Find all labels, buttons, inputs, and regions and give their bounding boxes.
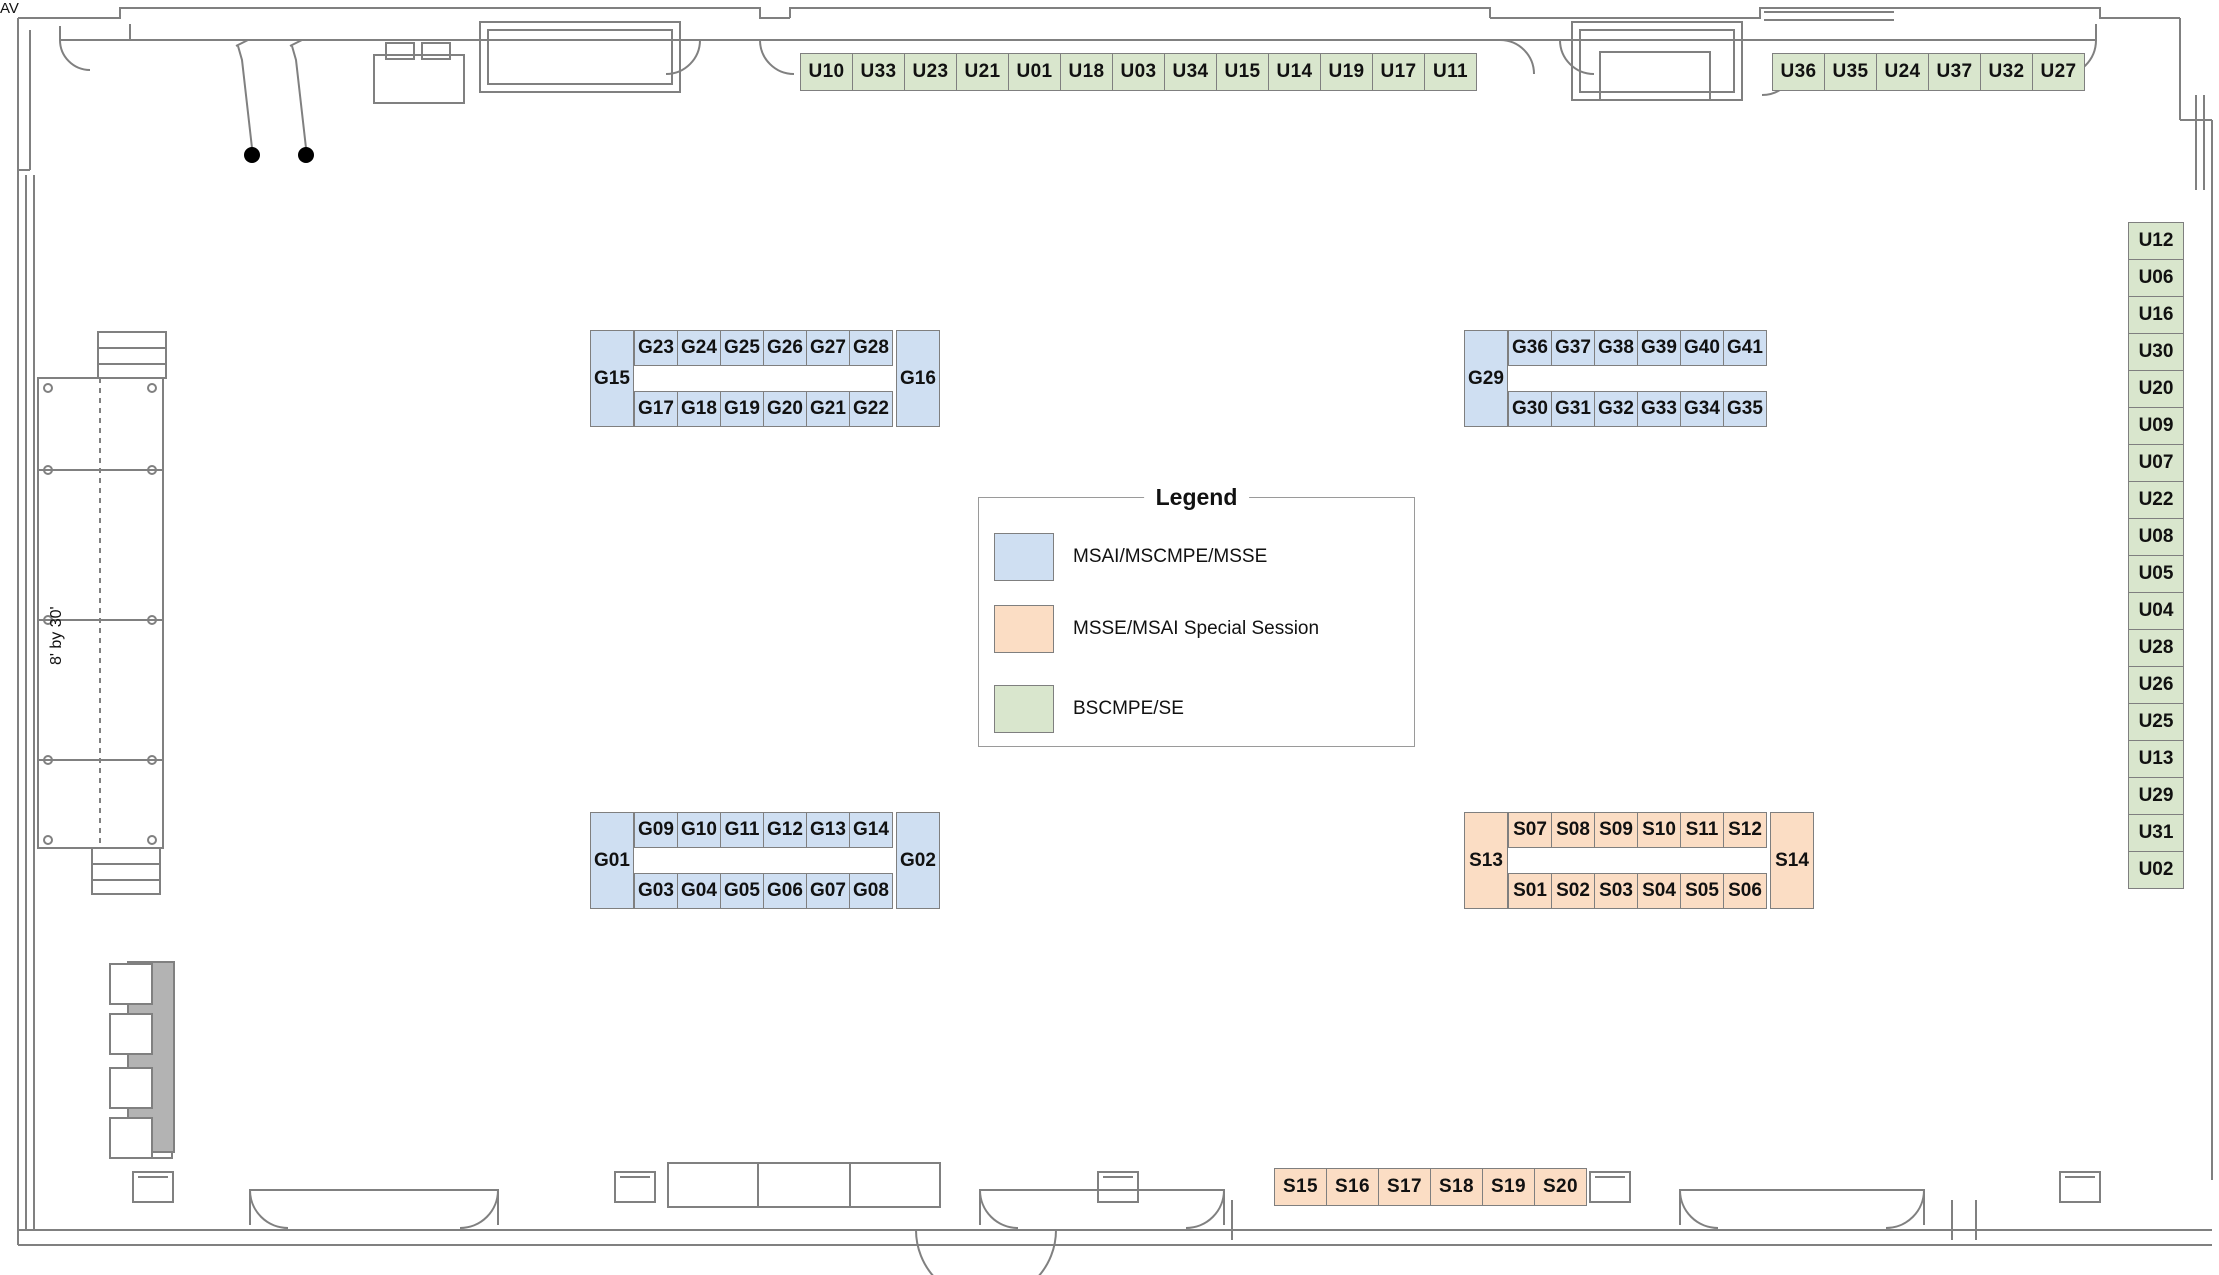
- booth-u23[interactable]: U23: [904, 53, 957, 91]
- booth-u10[interactable]: U10: [800, 53, 853, 91]
- booth-island-s13-s14: [1464, 812, 1814, 909]
- booth-u27[interactable]: U27: [2032, 53, 2085, 91]
- booth-g21[interactable]: G21: [806, 391, 850, 427]
- booth-u21[interactable]: U21: [956, 53, 1009, 91]
- booth-column-right: [2128, 222, 2184, 889]
- booth-g38[interactable]: G38: [1594, 330, 1638, 366]
- av-label: AV: [0, 0, 19, 17]
- booth-s13[interactable]: S13: [1464, 812, 1508, 909]
- booth-u35[interactable]: U35: [1824, 53, 1877, 91]
- g15-g16-island-top-row: [634, 330, 893, 366]
- booth-u16[interactable]: U16: [2128, 296, 2184, 334]
- booth-g33[interactable]: G33: [1637, 391, 1681, 427]
- booth-island-g15-g16: [590, 330, 940, 427]
- booth-u36[interactable]: U36: [1772, 53, 1825, 91]
- room-size-label: 8' by 30': [48, 606, 65, 665]
- s13-s14-island-bottom-row: [1508, 873, 1767, 909]
- booth-g10[interactable]: G10: [677, 812, 721, 848]
- booth-g04[interactable]: G04: [677, 873, 721, 909]
- booth-s11[interactable]: S11: [1680, 812, 1724, 848]
- booth-g39[interactable]: G39: [1637, 330, 1681, 366]
- booth-s16[interactable]: S16: [1326, 1168, 1379, 1206]
- booth-s08[interactable]: S08: [1551, 812, 1595, 848]
- booth-g36[interactable]: G36: [1508, 330, 1552, 366]
- booth-u09[interactable]: U09: [2128, 407, 2184, 445]
- booth-g27[interactable]: G27: [806, 330, 850, 366]
- booth-g11[interactable]: G11: [720, 812, 764, 848]
- booth-g06[interactable]: G06: [763, 873, 807, 909]
- booth-g24[interactable]: G24: [677, 330, 721, 366]
- booth-u04[interactable]: U04: [2128, 592, 2184, 630]
- booth-u15[interactable]: U15: [1216, 53, 1269, 91]
- booth-u28[interactable]: U28: [2128, 629, 2184, 667]
- booth-u17[interactable]: U17: [1372, 53, 1425, 91]
- booth-u32[interactable]: U32: [1980, 53, 2033, 91]
- booth-u19[interactable]: U19: [1320, 53, 1373, 91]
- booth-island-g29: [1464, 330, 1814, 427]
- booth-s12[interactable]: S12: [1723, 812, 1767, 848]
- legend-label-msai: MSAI/MSCMPE/MSSE: [1073, 546, 1268, 567]
- legend-label-special-session: MSSE/MSAI Special Session: [1073, 618, 1320, 639]
- g01-g02-island-bottom-row: [634, 873, 893, 909]
- booth-g07[interactable]: G07: [806, 873, 850, 909]
- booth-g32[interactable]: G32: [1594, 391, 1638, 427]
- booth-g25[interactable]: G25: [720, 330, 764, 366]
- booth-u13[interactable]: U13: [2128, 740, 2184, 778]
- booth-g02[interactable]: G02: [896, 812, 940, 909]
- island-aisle: [1508, 366, 1767, 391]
- booth-g14[interactable]: G14: [849, 812, 893, 848]
- legend-swatch-msai: [994, 533, 1054, 581]
- legend-row-2: [994, 685, 1184, 733]
- booth-s03[interactable]: S03: [1594, 873, 1638, 909]
- booth-g31[interactable]: G31: [1551, 391, 1595, 427]
- booth-g40[interactable]: G40: [1680, 330, 1724, 366]
- g15-g16-island-bottom-row: [634, 391, 893, 427]
- booth-g35[interactable]: G35: [1723, 391, 1767, 427]
- booth-s09[interactable]: S09: [1594, 812, 1638, 848]
- booth-u30[interactable]: U30: [2128, 333, 2184, 371]
- legend-swatch-bscmpe: [994, 685, 1054, 733]
- booth-u05[interactable]: U05: [2128, 555, 2184, 593]
- booth-s07[interactable]: S07: [1508, 812, 1552, 848]
- booth-u25[interactable]: U25: [2128, 703, 2184, 741]
- legend-panel: [978, 484, 1415, 747]
- booth-g34[interactable]: G34: [1680, 391, 1724, 427]
- booth-g03[interactable]: G03: [634, 873, 678, 909]
- booth-s19[interactable]: S19: [1482, 1168, 1535, 1206]
- booth-u33[interactable]: U33: [852, 53, 905, 91]
- booth-s20[interactable]: S20: [1534, 1168, 1587, 1206]
- booth-u11[interactable]: U11: [1424, 53, 1477, 91]
- booth-g15[interactable]: G15: [590, 330, 634, 427]
- booth-s04[interactable]: S04: [1637, 873, 1681, 909]
- booth-u12[interactable]: U12: [2128, 222, 2184, 260]
- booth-s05[interactable]: S05: [1680, 873, 1724, 909]
- g29-island-bottom-row: [1508, 391, 1767, 427]
- booth-g28[interactable]: G28: [849, 330, 893, 366]
- booth-g37[interactable]: G37: [1551, 330, 1595, 366]
- booth-u22[interactable]: U22: [2128, 481, 2184, 519]
- booth-g09[interactable]: G09: [634, 812, 678, 848]
- booth-u29[interactable]: U29: [2128, 777, 2184, 815]
- island-aisle: [634, 366, 893, 391]
- g29-island-top-row: [1508, 330, 1767, 366]
- booth-row-top-left: [800, 53, 1477, 91]
- booth-g12[interactable]: G12: [763, 812, 807, 848]
- booth-s02[interactable]: S02: [1551, 873, 1595, 909]
- booth-g20[interactable]: G20: [763, 391, 807, 427]
- booth-g23[interactable]: G23: [634, 330, 678, 366]
- booth-g16[interactable]: G16: [896, 330, 940, 427]
- s13-s14-island-top-row: [1508, 812, 1767, 848]
- booth-s10[interactable]: S10: [1637, 812, 1681, 848]
- booth-s18[interactable]: S18: [1430, 1168, 1483, 1206]
- booth-s14[interactable]: S14: [1770, 812, 1814, 909]
- g01-g02-island-top-row: [634, 812, 893, 848]
- booth-s17[interactable]: S17: [1378, 1168, 1431, 1206]
- booth-u01[interactable]: U01: [1008, 53, 1061, 91]
- booth-g17[interactable]: G17: [634, 391, 678, 427]
- island-aisle: [634, 848, 893, 873]
- legend-row-1: [994, 605, 1319, 653]
- booth-g05[interactable]: G05: [720, 873, 764, 909]
- legend-title: Legend: [1144, 484, 1250, 511]
- legend-label-bscmpe: BSCMPE/SE: [1073, 698, 1184, 719]
- booth-u14[interactable]: U14: [1268, 53, 1321, 91]
- booth-u26[interactable]: U26: [2128, 666, 2184, 704]
- booth-u24[interactable]: U24: [1876, 53, 1929, 91]
- booth-u18[interactable]: U18: [1060, 53, 1113, 91]
- booth-g41[interactable]: G41: [1723, 330, 1767, 366]
- booth-u31[interactable]: U31: [2128, 814, 2184, 852]
- booth-g29[interactable]: G29: [1464, 330, 1508, 427]
- booth-u06[interactable]: U06: [2128, 259, 2184, 297]
- booth-u03[interactable]: U03: [1112, 53, 1165, 91]
- legend-row-0: [994, 533, 1267, 581]
- booth-g26[interactable]: G26: [763, 330, 807, 366]
- booth-g30[interactable]: G30: [1508, 391, 1552, 427]
- booth-u34[interactable]: U34: [1164, 53, 1217, 91]
- booth-g13[interactable]: G13: [806, 812, 850, 848]
- legend-swatch-special-session: [994, 605, 1054, 653]
- booth-g22[interactable]: G22: [849, 391, 893, 427]
- booth-u02[interactable]: U02: [2128, 851, 2184, 889]
- booth-island-g01-g02: [590, 812, 940, 909]
- booth-s06[interactable]: S06: [1723, 873, 1767, 909]
- island-aisle: [1508, 848, 1767, 873]
- booth-row-top-right: [1772, 53, 2085, 91]
- booth-g18[interactable]: G18: [677, 391, 721, 427]
- booth-u20[interactable]: U20: [2128, 370, 2184, 408]
- booth-s15[interactable]: S15: [1274, 1168, 1327, 1206]
- booth-row-bottom: [1274, 1168, 1587, 1206]
- booth-u08[interactable]: U08: [2128, 518, 2184, 556]
- booth-u07[interactable]: U07: [2128, 444, 2184, 482]
- booth-g19[interactable]: G19: [720, 391, 764, 427]
- booth-u37[interactable]: U37: [1928, 53, 1981, 91]
- booth-g08[interactable]: G08: [849, 873, 893, 909]
- booth-g01[interactable]: G01: [590, 812, 634, 909]
- booth-s01[interactable]: S01: [1508, 873, 1552, 909]
